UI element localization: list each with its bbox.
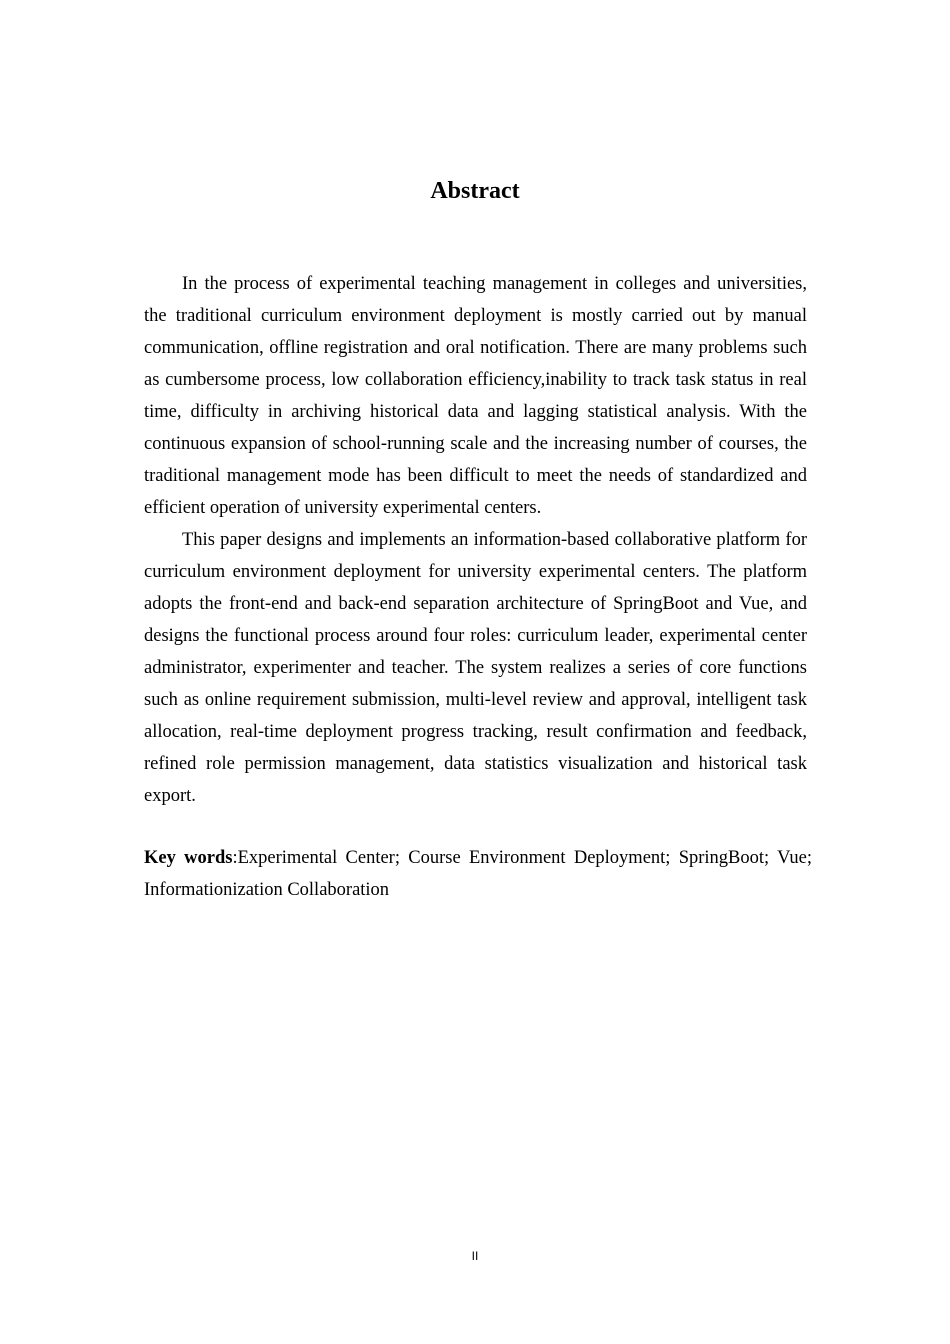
keywords-text: :Experimental Center; Course Environment Deployment; SpringBoot; Vue; Informationization Collaboration	[144, 848, 812, 900]
abstract-paragraph-2: This paper designs and implements an information-based collaborative platform for curriculum environment deployment for university experimental centers. The platform adopts the front-end and back-end separation architecture of SpringBoot and Vue, and designs the functional process around four roles: curriculum leader, experimental center administrator, experimenter and teacher. The system realizes a series of core functions such as online requirement submission, multi-level review and approval, intelligent task allocation, real-time deployment progress tracking, result confirmation and feedback, refined role permission management, data statistics visualization and historical task export.	[144, 530, 807, 806]
keywords-line	[144, 842, 812, 906]
abstract-title: Abstract	[430, 178, 520, 204]
keywords-label: Key words	[144, 848, 233, 868]
abstract-body	[144, 268, 807, 812]
page-number: II	[471, 1249, 479, 1263]
abstract-paragraph-1: In the process of experimental teaching management in colleges and universities, the traditional curriculum environment deployment is mostly carried out by manual communication, offline registration and oral notification. There are many problems such as cumbersome process, low collaboration efficiency,inability to track task status in real time, difficulty in archiving historical data and lagging statistical analysis. With the continuous expansion of school-running scale and the increasing number of courses, the traditional management mode has been difficult to meet the needs of standardized and efficient operation of university experimental centers.	[144, 274, 807, 518]
